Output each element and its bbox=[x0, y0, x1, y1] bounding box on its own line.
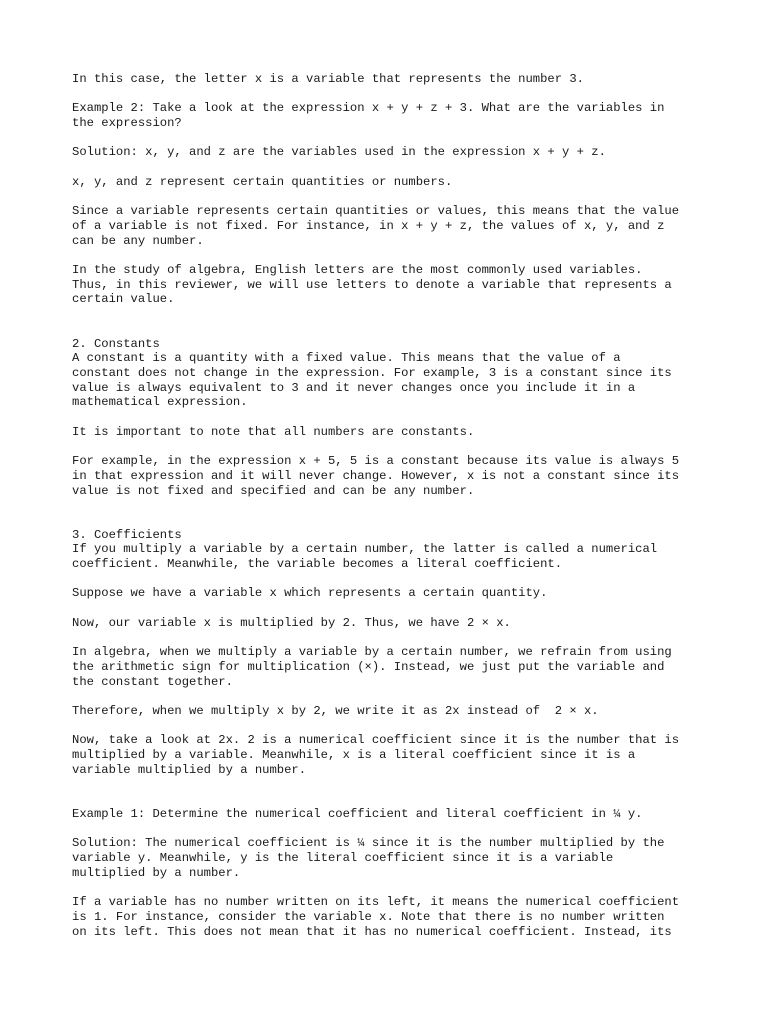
paragraph-constant-example: For example, in the expression x + 5, 5 is a constant because its value is always 5 in that expression and it will never change. However, x is not a constant since its value is not fixed and specified and can be any number. bbox=[72, 454, 680, 498]
paragraph-english-letters-variables: In the study of algebra, English letters are the most commonly used variables. Thus, in this reviewer, we will use letters to denote a variable that represents a certain value. bbox=[72, 263, 672, 307]
paragraph-2x-explanation: Now, take a look at 2x. 2 is a numerical coefficient since it is the number that is multiplied by a variable. Meanwhile, x is a literal coefficient since it is a variable multiplied by a number. bbox=[72, 733, 680, 777]
paragraph-no-number-coefficient-1: If a variable has no number written on its left, it means the numerical coefficient is 1. For instance, consider the variable x. Note that there is no number written on its left. This does not mean that it has no numerical coefficient. Instead, its bbox=[72, 895, 680, 939]
paragraph-multiplication-notation: In algebra, when we multiply a variable by a certain number, we refrain from using the arithmetic sign for multiplication (×). Instead, we just put the variable and the constant together. bbox=[72, 645, 672, 689]
section-constants: 2. Constants A constant is a quantity with a fixed value. This means that the value of a constant does not change in the expression. For example, 3 is a constant since its value is always equivalent to 3 and it never changes once you include it in a mathematical expression. bbox=[72, 336, 672, 410]
paragraph-write-as-2x: Therefore, when we multiply x by 2, we write it as 2x instead of 2 × x. bbox=[72, 704, 599, 719]
paragraph-all-numbers-constants: It is important to note that all numbers are constants. bbox=[72, 424, 475, 439]
paragraph-example-2-solution: Solution: x, y, and z are the variables used in the expression x + y + z. bbox=[72, 145, 606, 160]
paragraph-variable-x-represents-3: In this case, the letter x is a variable that represents the number 3. bbox=[72, 72, 584, 86]
section-coefficients: 3. Coefficients If you multiply a variable by a certain number, the latter is called a numerical coefficient. Meanwhile, the variable becomes a literal coefficient. bbox=[72, 527, 658, 572]
paragraph-suppose-variable-x: Suppose we have a variable x which represents a certain quantity. bbox=[72, 586, 548, 601]
paragraph-example-2-question: Example 2: Take a look at the expression x + y + z + 3. What are the variables in the expression? bbox=[72, 101, 665, 131]
paragraph-multiplied-by-2: Now, our variable x is multiplied by 2. Thus, we have 2 × x. bbox=[72, 615, 511, 630]
paragraph-example-1-question: Example 1: Determine the numerical coefficient and literal coefficient in ¼ y. bbox=[72, 806, 643, 821]
paragraph-variable-not-fixed: Since a variable represents certain quantities or values, this means that the value of a variable is not fixed. For instance, in x + y + z, the values of x, y, and z can be any number. bbox=[72, 204, 680, 248]
paragraph-example-1-solution: Solution: The numerical coefficient is ¼ since it is the number multiplied by the variable y. Meanwhile, y is the literal coefficient since it is a variable multiplied by a number. bbox=[72, 836, 665, 880]
paragraph-variables-represent-quantities: x, y, and z represent certain quantities or numbers. bbox=[72, 174, 453, 189]
document-body bbox=[72, 72, 712, 954]
